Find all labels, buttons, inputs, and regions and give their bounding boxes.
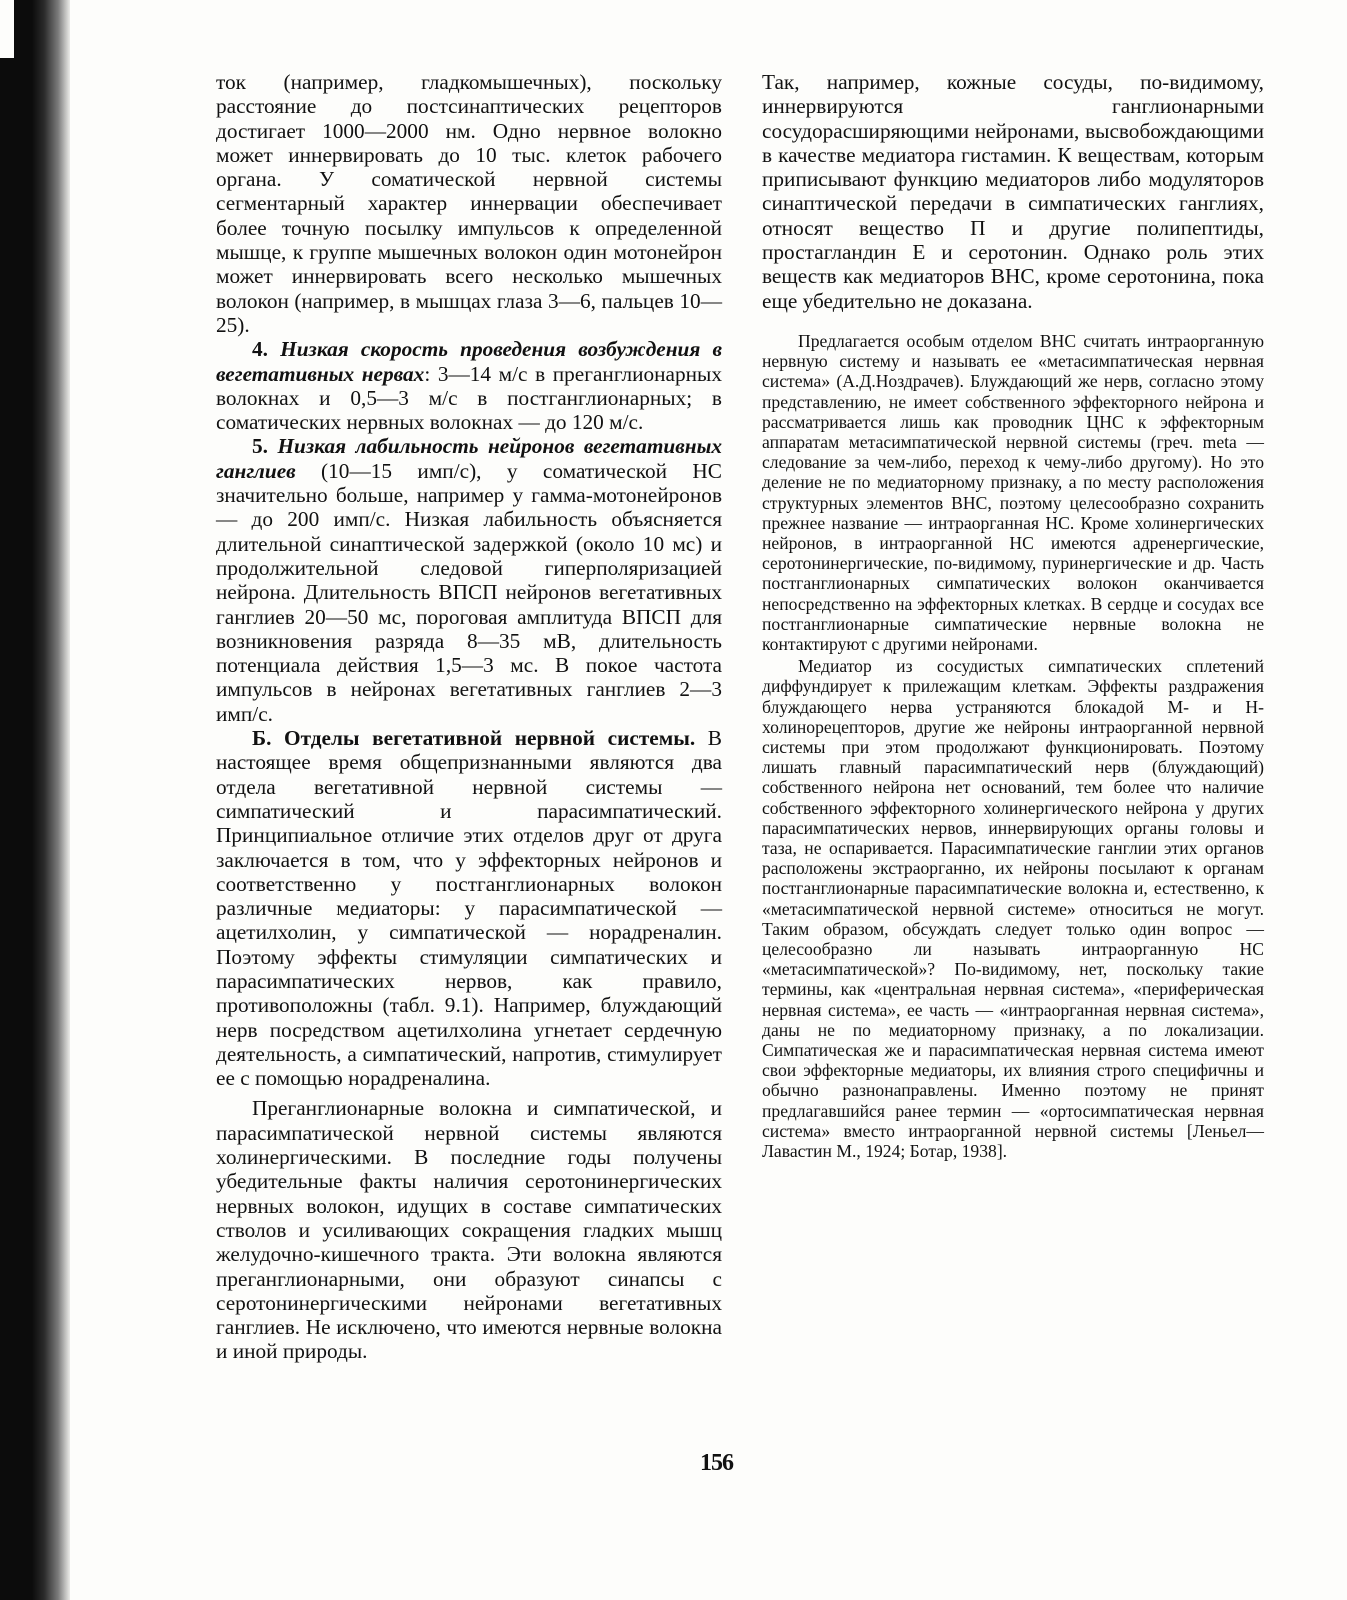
list-item-4-number: 4. (252, 337, 268, 362)
right-column (762, 70, 1264, 1161)
right-paragraph-2: Предлагается особым отделом ВНС считать интраорганную нервную систему и называть ее «метасимпатическая нервная система» (А.Д.Ноздрачев). Блуждающий же нерв, согласно этому представлению, не имеет собственного эффекторного нейрона и рассматривается лишь как проводник ЦНС к эффекторным аппаратам метасимпатической нервной системы (греч. meta — следование за чем-либо, переход к чему-либо другому). Но это деление не по медиаторному признаку, а по месту расположения структурных элементов ВНС, поэтому целесообразно сохранить прежнее название — интраорганная НС. Кроме холинергических нейронов, в интраорганной НС имеются адренергические, серотонинергические, по-видимому, пуринергические и др. Часть постганглионарных симпатических волокон оканчивается непосредственно на эффекторных клетках. В сердце и сосудах все постганглионарные симпатические нервные волокна не контактируют с другими нейронами. (762, 330, 1264, 655)
list-item-4 (216, 337, 722, 434)
list-item-5 (216, 434, 722, 726)
list-item-5-number: 5. (252, 434, 268, 459)
list-item-4-text: : 3—14 м/с в преганглионарных волокнах и 0,5—3 м/с в постганглионарных; в соматических нервных волокнах — до 120 м/с. (216, 361, 722, 435)
list-item-5-text: (10—15 имп/с), у соматической НС значительно больше, например у гамма-мотонейронов — до 200 имп/с. Низкая лабильность объясняется длительной синаптической задержкой (около 10 мс) и продолжительной следовой гиперполяризацией нейрона. Длительность ВПСП нейронов вегетативных ганглиев 20—50 мс, пороговая амплитуда ВПСП для возникновения разряда 8—35 мВ, длительность потенциала действия 1,5—3 мс. В покое частота импульсов в нейронах вегетативных ганглиев 2—3 имп/с. (216, 458, 722, 726)
right-paragraph-1: Так, например, кожные сосуды, по-видимому, иннервируются ганглионарными сосудорасширяющими нейронами, высвобождающими в качестве медиатора гистамин. К веществам, которым приписывают функцию медиаторов либо модуляторов синаптической передачи в симпатических ганглиях, относят вещество П и другие полипептиды, простагландин Е и серотонин. Однако роль этих веществ как медиаторов ВНС, кроме серотонина, пока еще убедительно не доказана. (762, 70, 1264, 313)
left-paragraph-last: Преганглионарные волокна и симпатической, и парасимпатической нервной системы являются холинергическими. В последние годы получены убедительные факты наличия серотонинергических нервных волокон, идущих в составе симпатических стволов и усиливающих сокращения гладких мышц желудочно-кишечного тракта. Эти волокна являются преганглионарными, они образуют синапсы с серотонинергическими нейронами вегетативных ганглиев. Не исключено, что имеются нервные волокна и иной природы. (216, 1096, 722, 1364)
page-number: 156 (700, 1450, 733, 1476)
scan-binding-notch (0, 0, 14, 58)
list-item-4-heading: Низкая скорость проведения возбуждения в вегетативных нервах (216, 337, 722, 386)
scan-binding-edge (0, 0, 70, 1600)
list-item-5-heading: Низкая лабильность нейронов вегетативных ганглиев (216, 434, 722, 483)
left-paragraph-1: ток (например, гладкомышечных), поскольку расстояние до постсинаптических рецепторов достигает 1000—2000 нм. Одно нервное волокно может иннервировать до 10 тыс. клеток рабочего органа. У соматической нервной системы сегментарный характер иннервации обеспечивает более точную посылку импульсов к определенной мышце, к группе мышечных волокон один мотонейрон может иннервировать всего несколько мышечных волокон (например, в мышцах глаза 3—6, пальцев 10—25). (216, 70, 722, 337)
section-b-heading: Б. Отделы вегетативной нервной системы. (252, 726, 696, 751)
section-b (216, 726, 722, 1090)
right-paragraph-3: Медиатор из сосудистых симпатических сплетений диффундирует к прилежащим клеткам. Эффекты раздражения блуждающего нерва устраняются блокадой М- и Н-холинорецепторов, другие же нейроны интраорганной нервной системы при этом продолжают функционировать. Поэтому лишать главный парасимпатический нерв (блуждающий) собственного нейрона нет оснований, тем более что наличие собственного эффекторного холинергического нейрона у других парасимпатических нервов, иннервирующих органы головы и таза, не оспаривается. Парасимпатические ганглии этих органов расположены экстраорганно, их нейроны посылают к органам постганглионарные парасимпатические волокна и, естественно, к «метасимпатической нервной системе» относиться не могут. Таким образом, обсуждать следует только один вопрос — целесообразно ли называть интраорганную НС «метасимпатической»? По-видимому, нет, поскольку такие термины, как «центральная нервная система», «периферическая нервная система», ее часть — «интраорганная нервная система», даны не по медиаторному признаку, а по локализации. Симпатическая же и парасимпатическая нервная система имеют свои эффекторные медиаторы, их влияния строго специфичны и обычно разнонаправлены. Именно поэтому не принят предлагавшийся ранее термин — «ортосимпатическая нервная система» вместо интраорганной нервной системы [Леньел—Лавастин М., 1924; Ботар, 1938]. (762, 656, 1264, 1162)
section-b-text: В настоящее время общепризнанными являются два отдела вегетативной нервной системы — симпатический и парасимпатический. Принципиальное отличие этих отделов друг от друга заключается в том, что у эффекторных нейронов и соответственно у постганглионарных волокон различные медиаторы: у парасимпатической — ацетилхолин, у симпатической — норадреналин. Поэтому эффекты стимуляции симпатических и парасимпатических нервов, как правило, противоположны (табл. 9.1). Например, блуждающий нерв посредством ацетилхолина угнетает сердечную деятельность, а симпатический, напротив, стимулирует ее с помощью норадреналина. (216, 726, 723, 1091)
left-column (216, 70, 722, 1364)
